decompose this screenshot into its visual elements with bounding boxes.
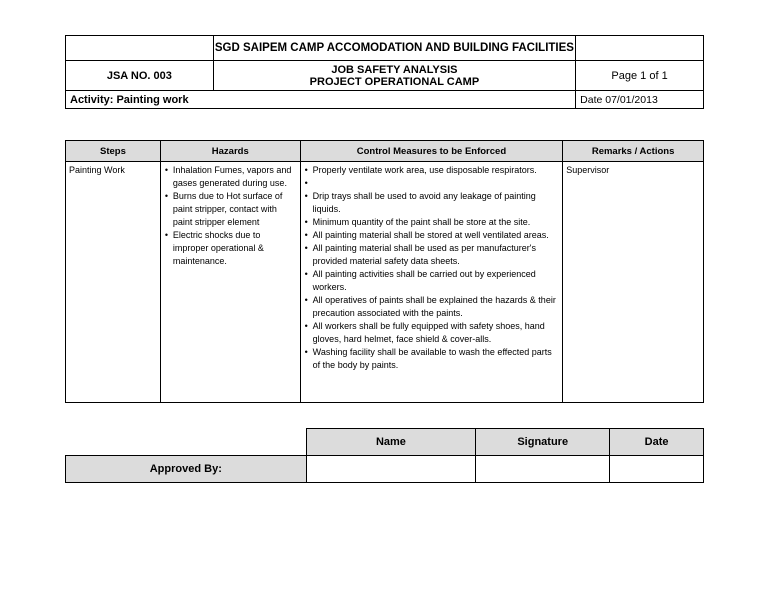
approval-spacer bbox=[66, 429, 307, 456]
hazards-list bbox=[164, 164, 297, 268]
column-header-control-measures: Control Measures to be Enforced bbox=[300, 141, 563, 162]
document-header-table bbox=[65, 35, 704, 109]
activity-label: Activity: Painting work bbox=[66, 91, 576, 109]
approver-name-field[interactable] bbox=[306, 456, 476, 483]
approval-date-header: Date bbox=[610, 429, 704, 456]
list-item: • Minimum quantity of the paint shall be store at the site. bbox=[304, 216, 560, 229]
list-item: • Inhalation Fumes, vapors and gases generated during use. bbox=[164, 164, 297, 190]
hazards-cell bbox=[160, 162, 300, 403]
jsa-table bbox=[65, 140, 704, 403]
approval-name-header: Name bbox=[306, 429, 476, 456]
jsa-number: JSA NO. 003 bbox=[66, 61, 214, 91]
approval-date-field[interactable] bbox=[610, 456, 704, 483]
document-date: Date 07/01/2013 bbox=[576, 91, 704, 109]
list-item: • Drip trays shall be used to avoid any leakage of painting liquids. bbox=[304, 190, 560, 216]
step-cell: Painting Work bbox=[66, 162, 161, 403]
list-item: • All painting activities shall be carried out by experienced workers. bbox=[304, 268, 560, 294]
list-item: • All workers shall be fully equipped with safety shoes, hand gloves, hard helmet, face shield & cover-alls. bbox=[304, 320, 560, 346]
list-item: • Electric shocks due to improper operational & maintenance. bbox=[164, 229, 297, 268]
list-item: • Washing facility shall be available to wash the effected parts of the body by paints. bbox=[304, 346, 560, 372]
table-row bbox=[66, 162, 704, 403]
column-header-steps: Steps bbox=[66, 141, 161, 162]
approval-table bbox=[65, 428, 704, 483]
control-measures-cell bbox=[300, 162, 563, 403]
column-header-remarks: Remarks / Actions bbox=[563, 141, 704, 162]
column-header-hazards: Hazards bbox=[160, 141, 300, 162]
list-item: • All operatives of paints shall be explained the hazards & their precaution associated with the paints. bbox=[304, 294, 560, 320]
control-measures-list bbox=[304, 164, 560, 372]
company-title: SGD SAIPEM CAMP ACCOMODATION AND BUILDING FACILITIES bbox=[213, 36, 575, 61]
list-item: • All painting material shall be used as per manufacturer's provided material safety data sheets. bbox=[304, 242, 560, 268]
list-item bbox=[304, 177, 560, 190]
document-title bbox=[213, 61, 575, 91]
header-blank-cell bbox=[66, 36, 214, 61]
page-number: Page 1 of 1 bbox=[576, 61, 704, 91]
approved-by-label: Approved By: bbox=[66, 456, 307, 483]
document-title-line1: JOB SAFETY ANALYSIS bbox=[331, 63, 458, 76]
approver-signature-field[interactable] bbox=[476, 456, 610, 483]
list-item: • Burns due to Hot surface of paint stripper, contact with paint stripper element bbox=[164, 190, 297, 229]
list-item: • Properly ventilate work area, use disposable respirators. bbox=[304, 164, 560, 177]
approval-signature-header: Signature bbox=[476, 429, 610, 456]
document-title-line2: PROJECT OPERATIONAL CAMP bbox=[309, 75, 480, 88]
list-item: • All painting material shall be stored at well ventilated areas. bbox=[304, 229, 560, 242]
header-blank-cell bbox=[576, 36, 704, 61]
remarks-cell: Supervisor bbox=[563, 162, 704, 403]
